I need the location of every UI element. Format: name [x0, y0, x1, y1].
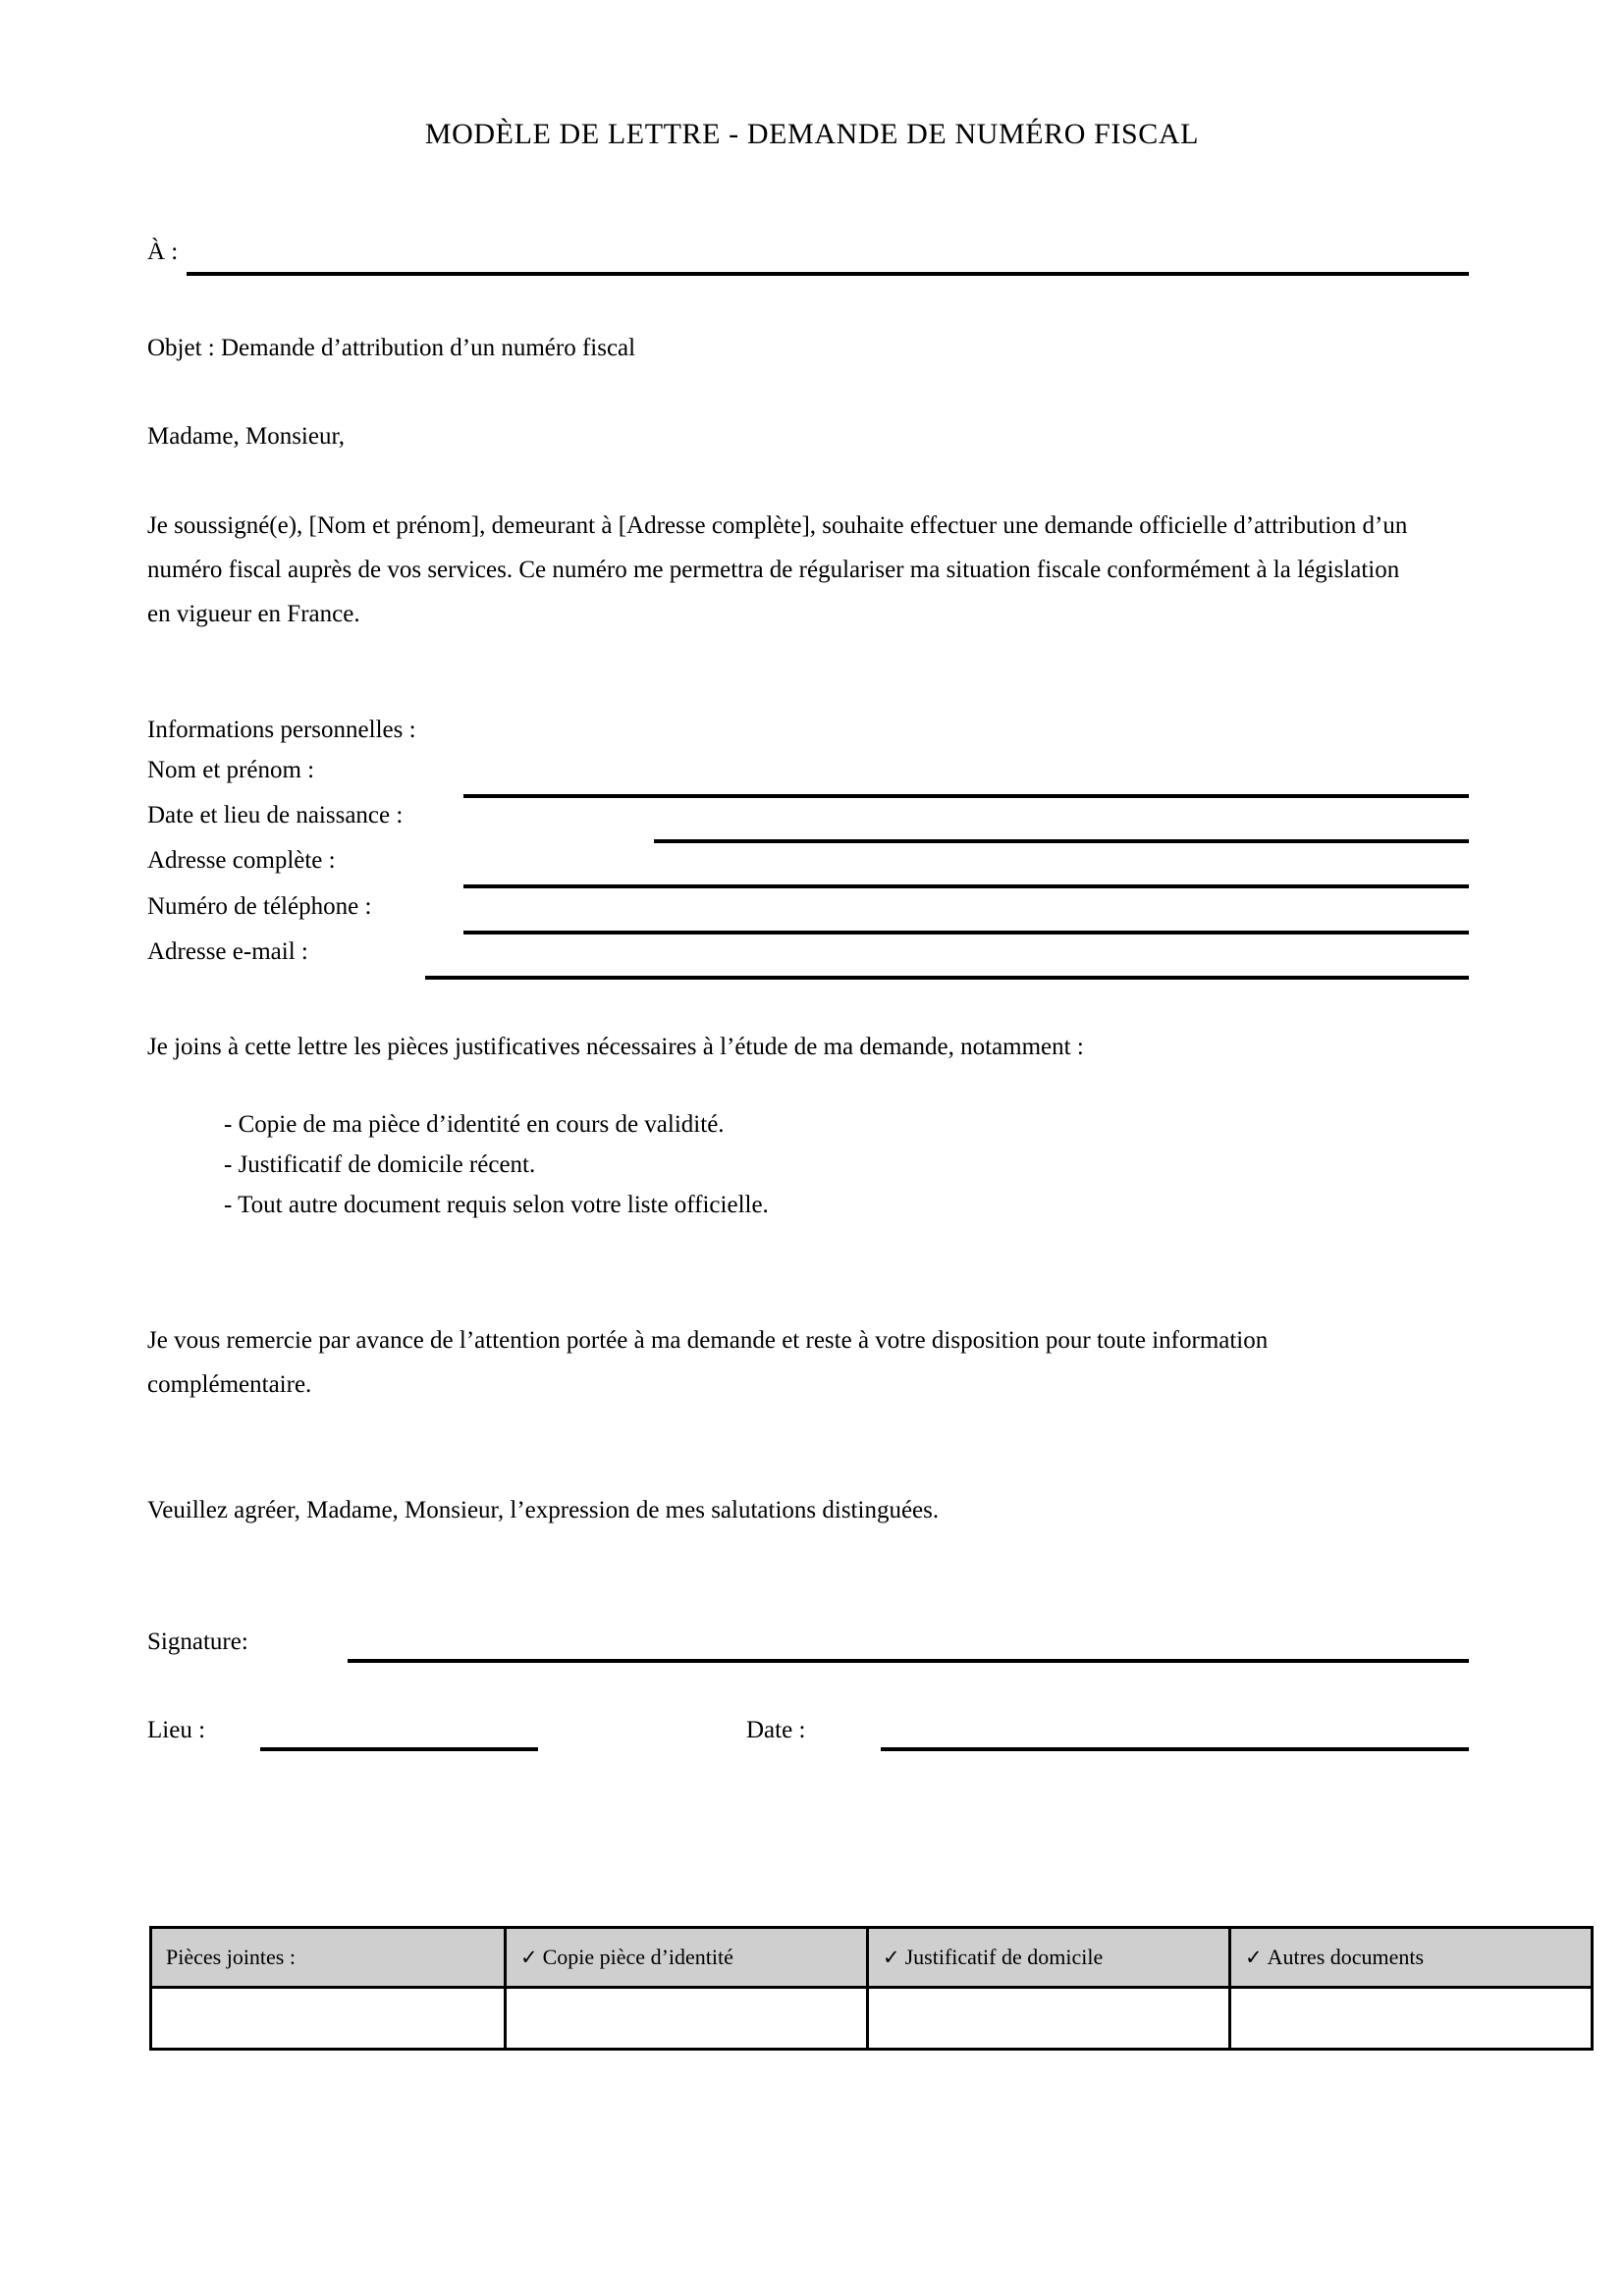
list-item: - Copie de ma pièce d’identité en cours de validité. — [224, 1111, 725, 1138]
closing-line: Veuillez agréer, Madame, Monsieur, l’expression de mes salutations distinguées. — [147, 1497, 940, 1523]
table-header-cell-justificatif-domicile[interactable] — [868, 1928, 1230, 1988]
attachments-table — [149, 1926, 1594, 2051]
table-header-label: Copie pièce d’identité — [542, 1945, 733, 1969]
intro-paragraph: Je soussigné(e), [Nom et prénom], demeurant à [Adresse complète], souhaite effectuer une demande officielle d’attribution d’un numéro fiscal auprès de vos services. Ce numéro me permettra de régulariser ma situation fiscale conformément à la législation en vigueur en France. — [147, 512, 1408, 627]
field-input-email[interactable] — [425, 976, 1469, 980]
table-header-label: Autres documents — [1267, 1945, 1425, 1969]
check-icon: ✓ — [1245, 1946, 1263, 1969]
table-cell[interactable] — [506, 1988, 868, 2050]
date-input-line[interactable] — [881, 1747, 1469, 1751]
field-input-telephone[interactable] — [463, 931, 1469, 934]
table-cell[interactable] — [151, 1988, 506, 2050]
personal-info-heading: Informations personnelles : — [147, 717, 416, 743]
table-cell[interactable] — [1230, 1988, 1593, 2050]
table-header-cell-copie-identite[interactable] — [506, 1928, 868, 1988]
list-item: - Justificatif de domicile récent. — [224, 1151, 536, 1178]
field-input-adresse[interactable] — [463, 884, 1469, 888]
table-header-cell-pieces-jointes — [151, 1928, 506, 1988]
check-icon: ✓ — [520, 1946, 538, 1969]
recipient-input-line[interactable] — [187, 272, 1469, 276]
field-label-naissance: Date et lieu de naissance : — [147, 802, 404, 828]
table-row — [151, 1988, 1593, 2050]
table-header-label: Justificatif de domicile — [904, 1945, 1104, 1969]
table-header-label: Pièces jointes : — [166, 1945, 296, 1969]
salutation: Madame, Monsieur, — [147, 423, 346, 450]
place-label: Lieu : — [147, 1717, 206, 1743]
page-title: MODÈLE DE LETTRE - DEMANDE DE NUMÉRO FISCAL — [424, 118, 1200, 150]
table-cell[interactable] — [868, 1988, 1230, 2050]
field-label-telephone: Numéro de téléphone : — [147, 893, 372, 920]
subject-line: Objet : Demande d’attribution d’un numéro fiscal — [147, 335, 636, 361]
field-input-naissance[interactable] — [654, 839, 1469, 843]
recipient-label: À : — [147, 239, 179, 265]
thanks-paragraph: Je vous remercie par avance de l’attention portée à ma demande et reste à votre disposition pour toute information complémentaire. — [147, 1327, 1269, 1398]
table-header-row — [151, 1928, 1593, 1988]
field-label-email: Adresse e-mail : — [147, 938, 308, 965]
attachments-intro: Je joins à cette lettre les pièces justificatives nécessaires à l’étude de ma demande, notamment : — [147, 1034, 1084, 1060]
field-input-nom-prenom[interactable] — [463, 794, 1469, 798]
field-label-adresse: Adresse complète : — [147, 847, 336, 874]
check-icon: ✓ — [883, 1946, 900, 1969]
list-item: - Tout autre document requis selon votre liste officielle. — [224, 1192, 769, 1218]
table-header-cell-autres-documents[interactable] — [1230, 1928, 1593, 1988]
signature-label: Signature: — [147, 1629, 248, 1655]
field-label-nom-prenom: Nom et prénom : — [147, 757, 315, 783]
date-label: Date : — [746, 1717, 806, 1743]
signature-input-line[interactable] — [348, 1659, 1469, 1663]
place-input-line[interactable] — [260, 1747, 538, 1751]
